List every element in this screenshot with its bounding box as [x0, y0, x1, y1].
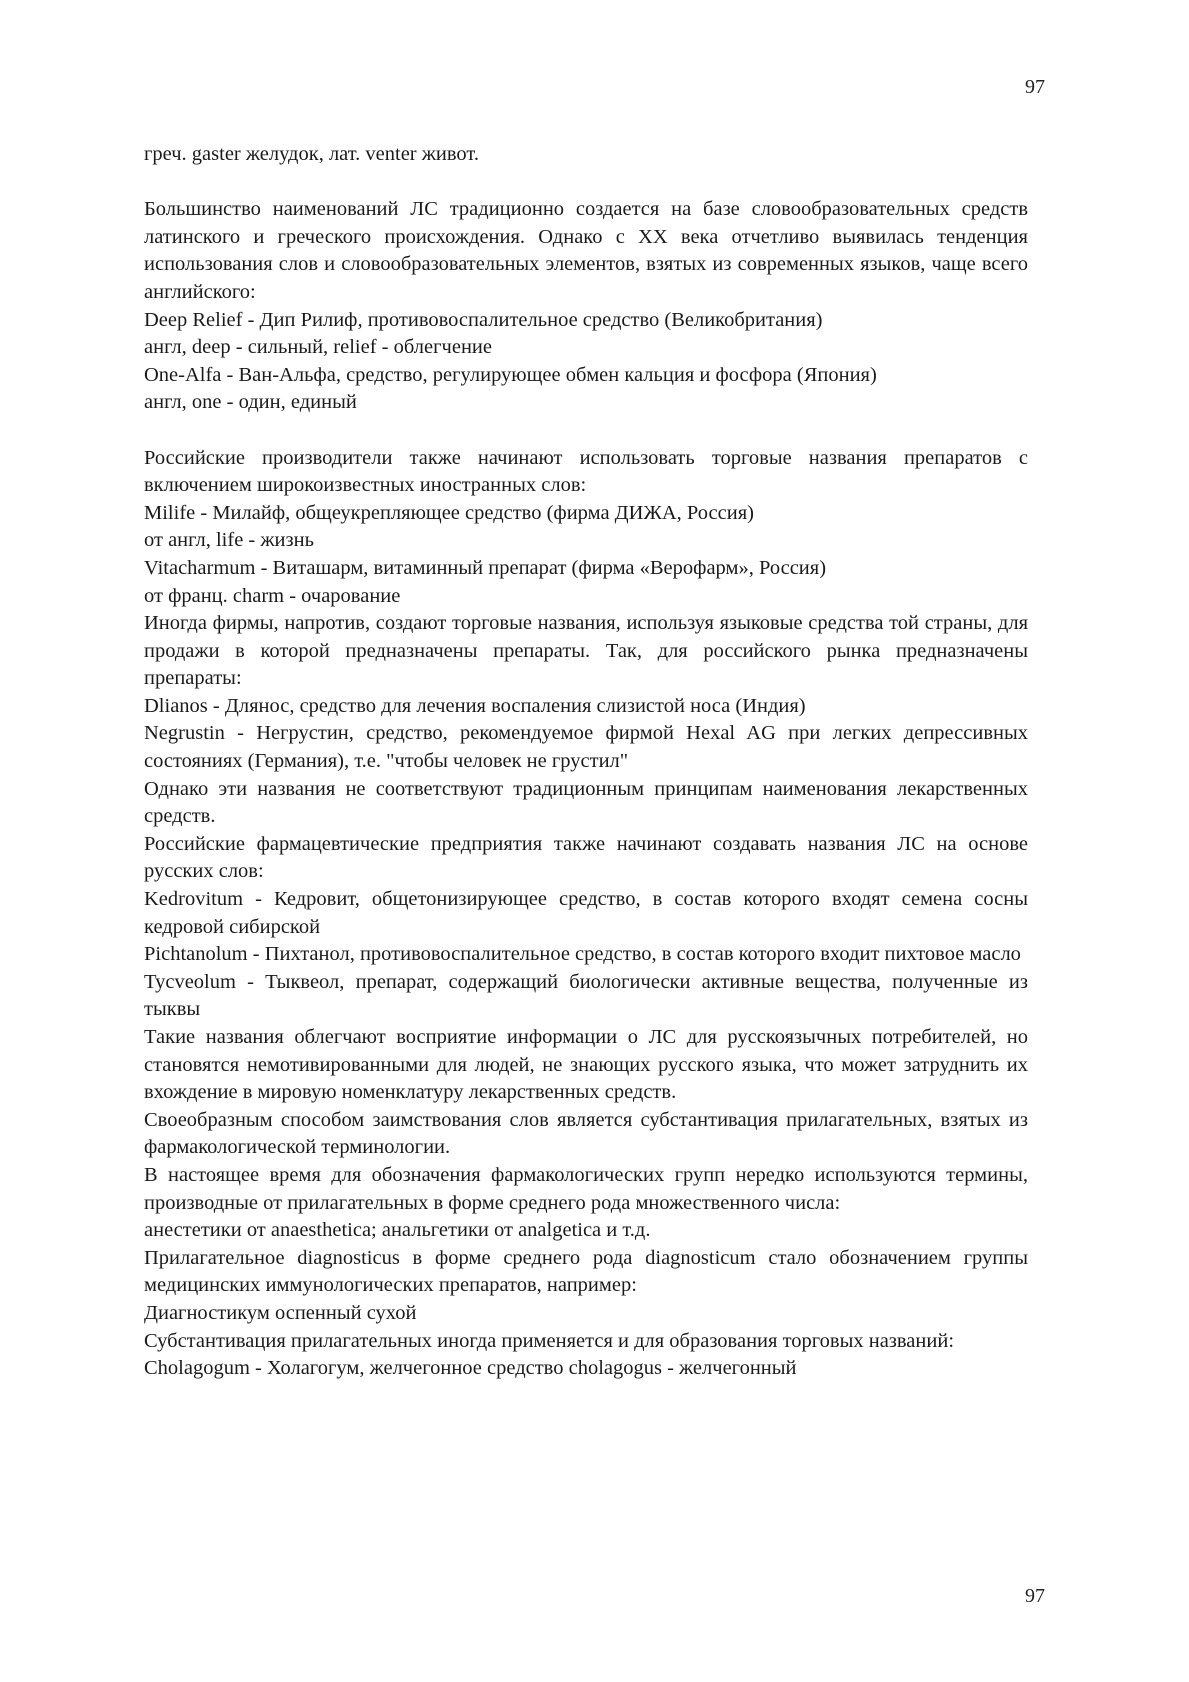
paragraph: Субстантивация прилагательных иногда применяется и для образования торговых названий:: [144, 1329, 955, 1352]
paragraph: Российские производители также начинают использовать торговые названия препаратов с включением широкоизвестных иностранных слов:: [144, 446, 1028, 497]
paragraph: Kedrovitum - Кедровит, общетонизирующее средство, в состав которого входят семена сосны кедровой сибирской: [144, 888, 1028, 938]
page-number-bottom: 97: [1025, 1585, 1045, 1607]
paragraph: греч. gaster желудок, лат. venter живот.: [144, 143, 479, 165]
paragraph: Однако эти названия не соответствуют традиционным принципам наименования лекарственных средств.: [144, 777, 1028, 828]
paragraph: В настоящее время для обозначения фармакологических групп нередко используются термины, производные от прилагательных в форме среднего рода множественного числа:: [144, 1163, 1028, 1214]
paragraph: Такие названия облегчают восприятие информации о ЛС для русскоязычных потребителей, но становятся немотивированными для людей, не знающих русского языка, что может затруднить их вхождение в мировую номенклатуру лекарственных средств.: [144, 1026, 1028, 1104]
paragraph: Negrustin - Негрустин, средство, рекомендуемое фирмой Hexal AG при легких депрессивных состояниях (Германия), т.е. "чтобы человек не грустил": [144, 722, 1028, 773]
paragraph: Deep Relief - Дип Рилиф, противовоспалительное средство (Великобритания): [144, 308, 823, 331]
paragraph: Tycveolum - Тыквеол, препарат, содержащий биологически активные вещества, полученные из тыквы: [144, 970, 1028, 1021]
paragraph: Диагностикум оспенный сухой: [144, 1301, 417, 1324]
paragraph: Прилагательное diagnosticus в форме среднего рода diagnosticum стало обозначением группы медицинских иммунологических препаратов, например:: [144, 1246, 1028, 1297]
page-body: [144, 141, 1028, 1383]
paragraph: Dlianos - Длянос, средство для лечения воспаления слизистой носа (Индия): [144, 694, 806, 717]
paragraph: анестетики от anaesthetica; анальгетики от analgetica и т.д.: [144, 1219, 651, 1242]
paragraph: Своеобразным способом заимствования слов является субстантивация прилагательных, взятых из фармакологической терминологии.: [144, 1108, 1028, 1159]
paragraph: Vitacharmum - Виташарм, витаминный препарат (фирма «Верофарм», Россия): [144, 556, 827, 579]
paragraph: от франц. charm - очарование: [144, 584, 401, 607]
paragraph: Pichtanolum - Пихтанол, противовоспалительное средство, в состав которого входит пихтовое масло: [144, 943, 1021, 966]
page-number-top: 97: [1025, 76, 1045, 98]
paragraph: от англ, life - жизнь: [144, 529, 314, 552]
paragraph: Иногда фирмы, напротив, создают торговые названия, используя языковые средства той страны, для продажи в которой предназначены препараты. Так, для российского рынка предназначены препараты:: [144, 612, 1028, 690]
paragraph: Milife - Милайф, общеукрепляющее средство (фирма ДИЖА, Россия): [144, 501, 754, 524]
paragraph: Большинство наименований ЛС традиционно создается на базе словообразовательных средств латинского и греческого происхождения. Однако с XX века отчетливо выявилась тенденция использования слов и словообразовательных элементов, взятых из современных языков, чаще всего английского:: [144, 198, 1028, 303]
paragraph: Cholagogum - Холагогум, желчегонное средство cholagogus - желчегонный: [144, 1357, 797, 1380]
paragraph: англ, one - один, единый: [144, 391, 357, 414]
paragraph: One-Alfa - Ван-Альфа, средство, регулирующее обмен кальция и фосфора (Япония): [144, 363, 877, 386]
paragraph: англ, deep - сильный, relief - облегчение: [144, 336, 492, 359]
paragraph: Российские фармацевтические предприятия также начинают создавать названия ЛС на основе русских слов:: [144, 832, 1028, 883]
